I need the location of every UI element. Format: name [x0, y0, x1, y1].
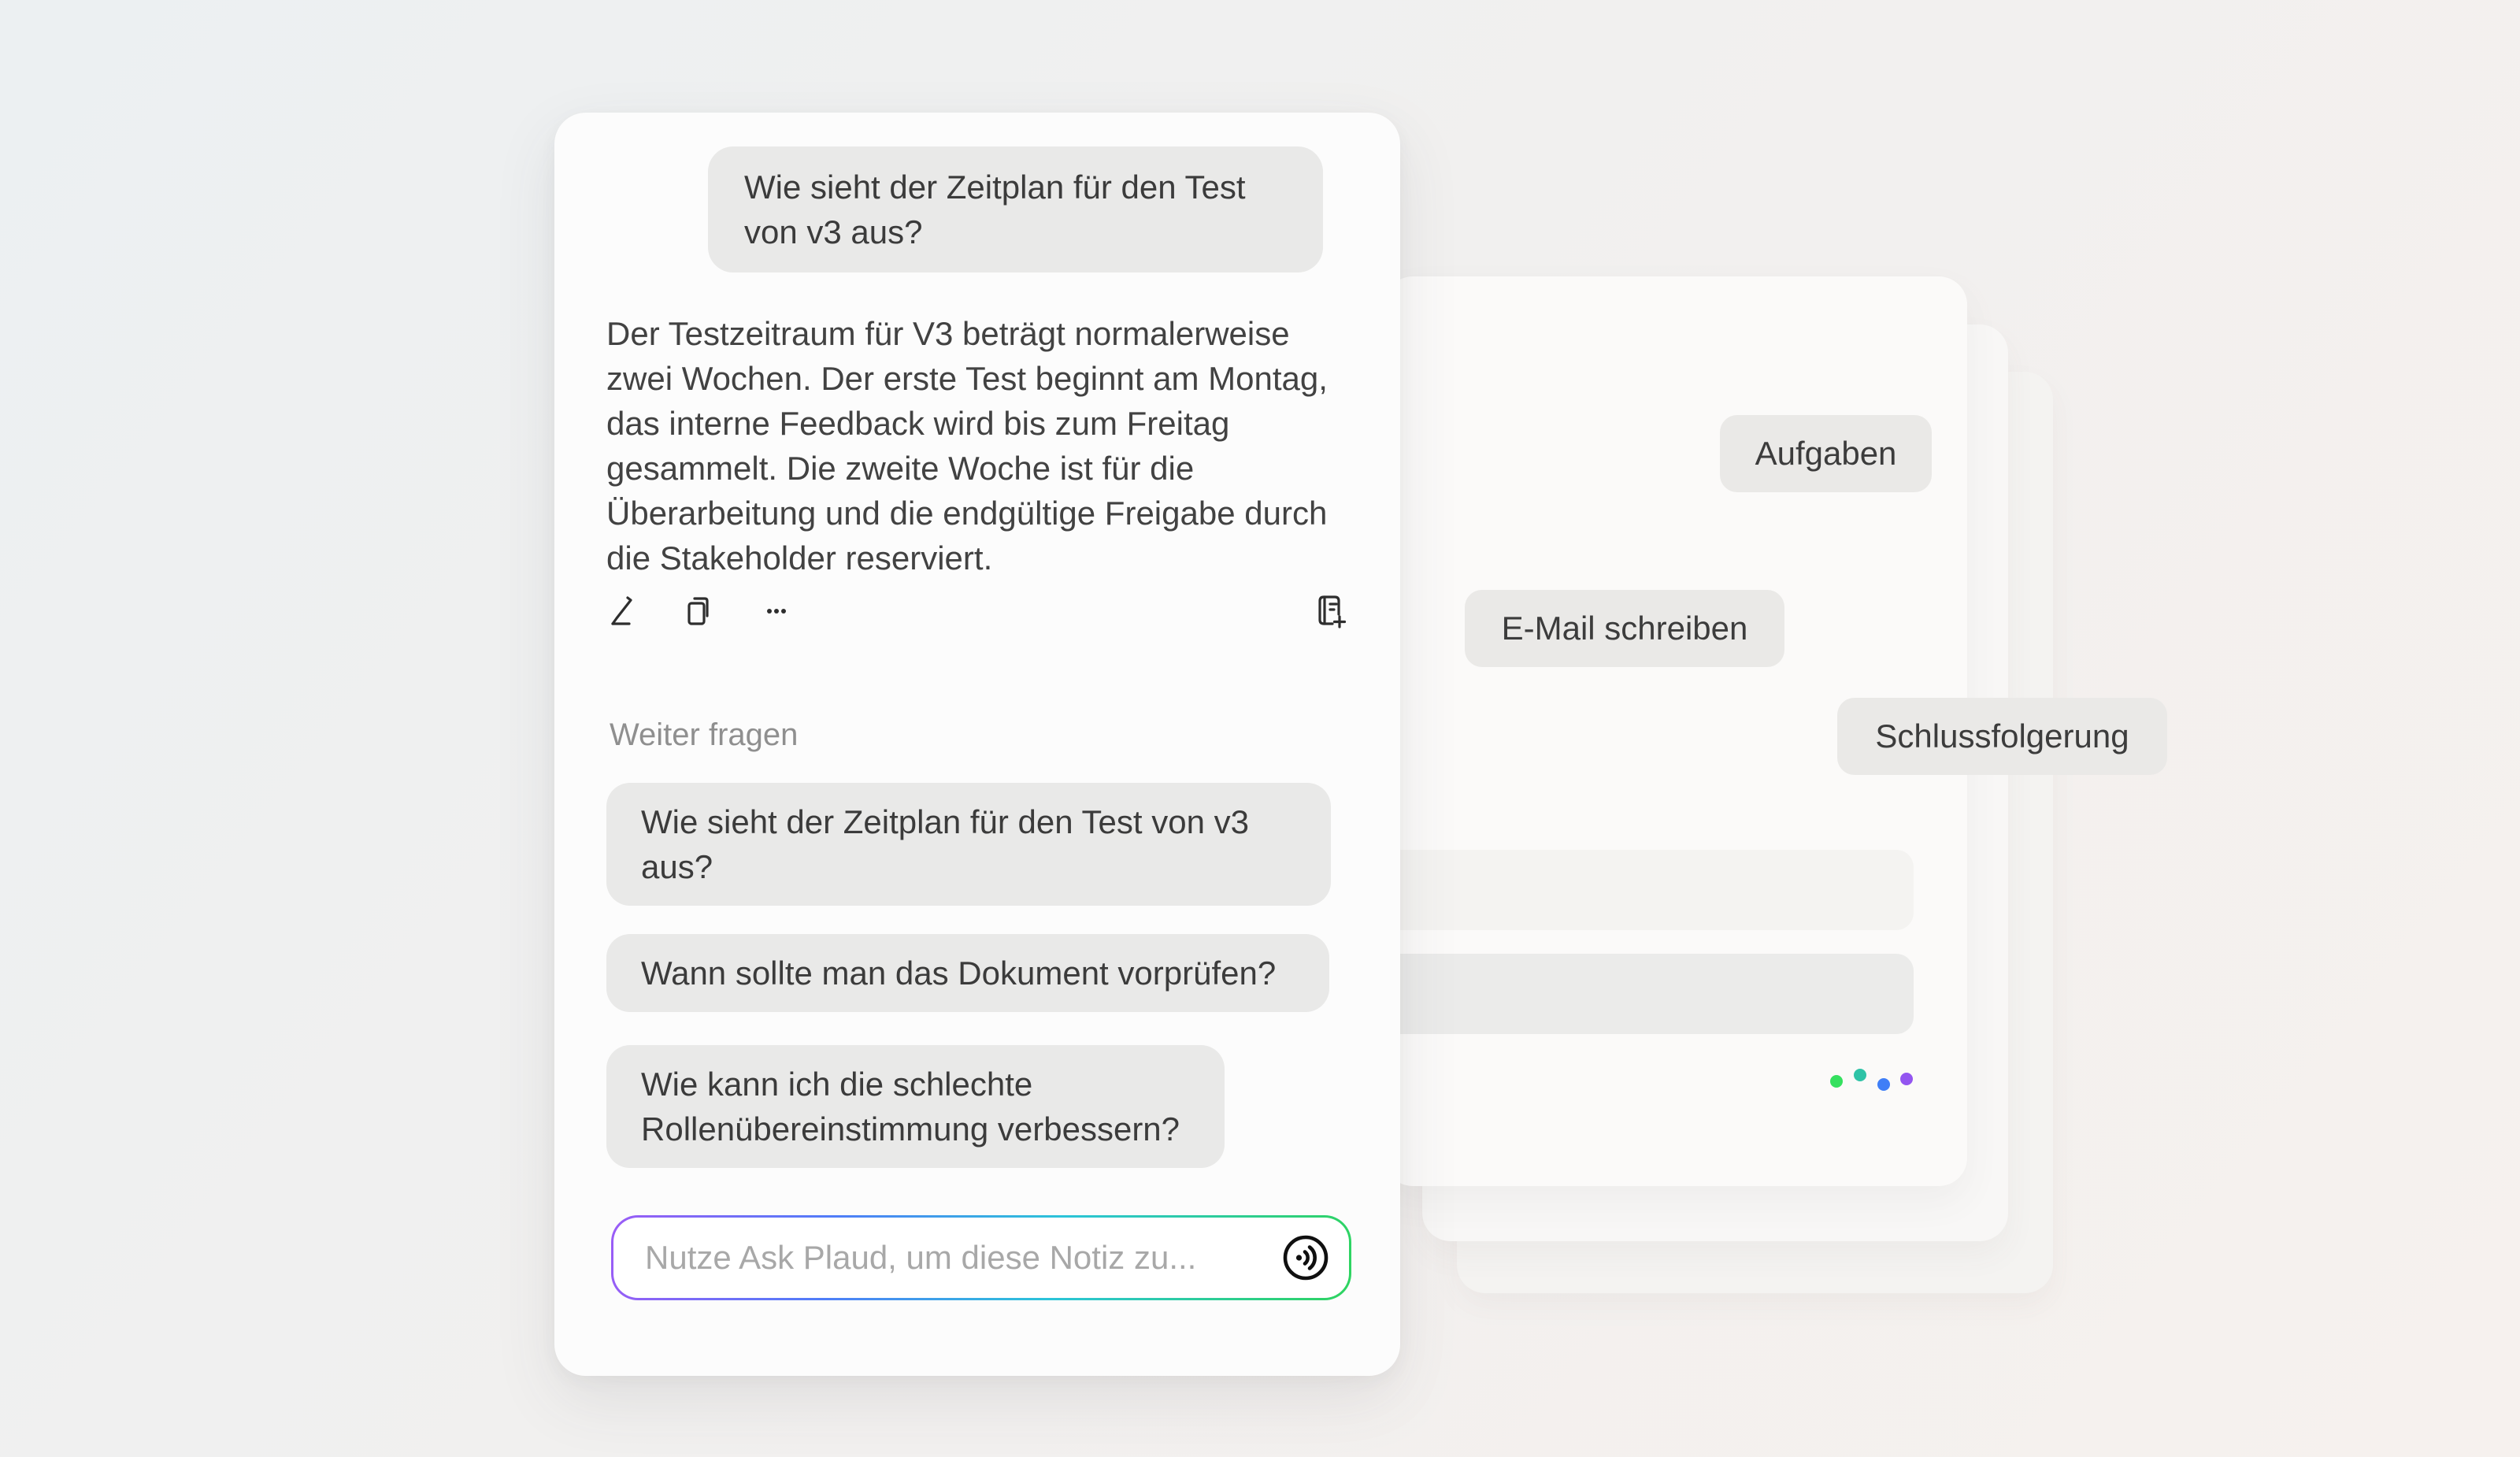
copy-button[interactable] — [680, 591, 718, 629]
follow-up-label: Weiter fragen — [610, 717, 799, 752]
chip-aufgaben[interactable] — [1720, 415, 1932, 492]
voice-input-button[interactable] — [1280, 1232, 1332, 1284]
loading-dot — [1854, 1069, 1866, 1081]
ask-plaud-panel — [554, 113, 1400, 1376]
chip-email-schreiben[interactable] — [1465, 590, 1784, 667]
suggestion-question-3[interactable] — [606, 1045, 1225, 1168]
more-icon — [759, 593, 794, 628]
user-question-text: Wie sieht der Zeitplan für den Test von v3 aus? — [744, 169, 1246, 250]
add-note-icon — [1310, 591, 1348, 629]
edit-button[interactable] — [603, 591, 641, 629]
loading-dot — [1900, 1073, 1913, 1085]
voice-waves-icon — [1280, 1233, 1331, 1283]
loading-dot — [1877, 1078, 1890, 1091]
chip-label: Schlussfolgerung — [1875, 717, 2129, 754]
suggestion-text: Wie kann ich die schlechte Rollenübereinstimmung verbessern? — [641, 1066, 1180, 1147]
suggestion-question-2[interactable] — [606, 934, 1329, 1012]
assistant-answer: Der Testzeitraum für V3 beträgt normalerweise zwei Wochen. Der erste Test beginnt am Montag, das interne Feedback wird bis zum Freitag gesammelt. Die zweite Woche ist für die Überarbeitung und die endgültige Freigabe durch die Stakeholder reserviert. — [606, 315, 1328, 576]
copy-icon — [682, 593, 717, 628]
chip-schlussfolgerung[interactable] — [1837, 698, 2167, 775]
suggestion-text: Wie sieht der Zeitplan für den Test von v3 aus? — [641, 803, 1249, 885]
suggestion-question-1[interactable] — [606, 783, 1331, 906]
pen-icon — [605, 593, 639, 628]
user-question-bubble — [708, 146, 1323, 272]
chip-label: E-Mail schreiben — [1501, 610, 1748, 647]
placeholder-bar — [1370, 850, 1914, 930]
ask-plaud-input[interactable] — [645, 1239, 1280, 1277]
answer-actions — [603, 591, 1348, 629]
ask-input-container — [613, 1218, 1349, 1298]
placeholder-bar — [1370, 954, 1914, 1034]
chip-label: Aufgaben — [1755, 435, 1897, 472]
add-to-note-button[interactable] — [1310, 591, 1348, 629]
suggestion-text: Wann sollte man das Dokument vorprüfen? — [641, 955, 1277, 992]
more-button[interactable] — [758, 591, 795, 629]
ask-input-gradient-border — [611, 1215, 1351, 1300]
loading-dot — [1830, 1075, 1843, 1088]
